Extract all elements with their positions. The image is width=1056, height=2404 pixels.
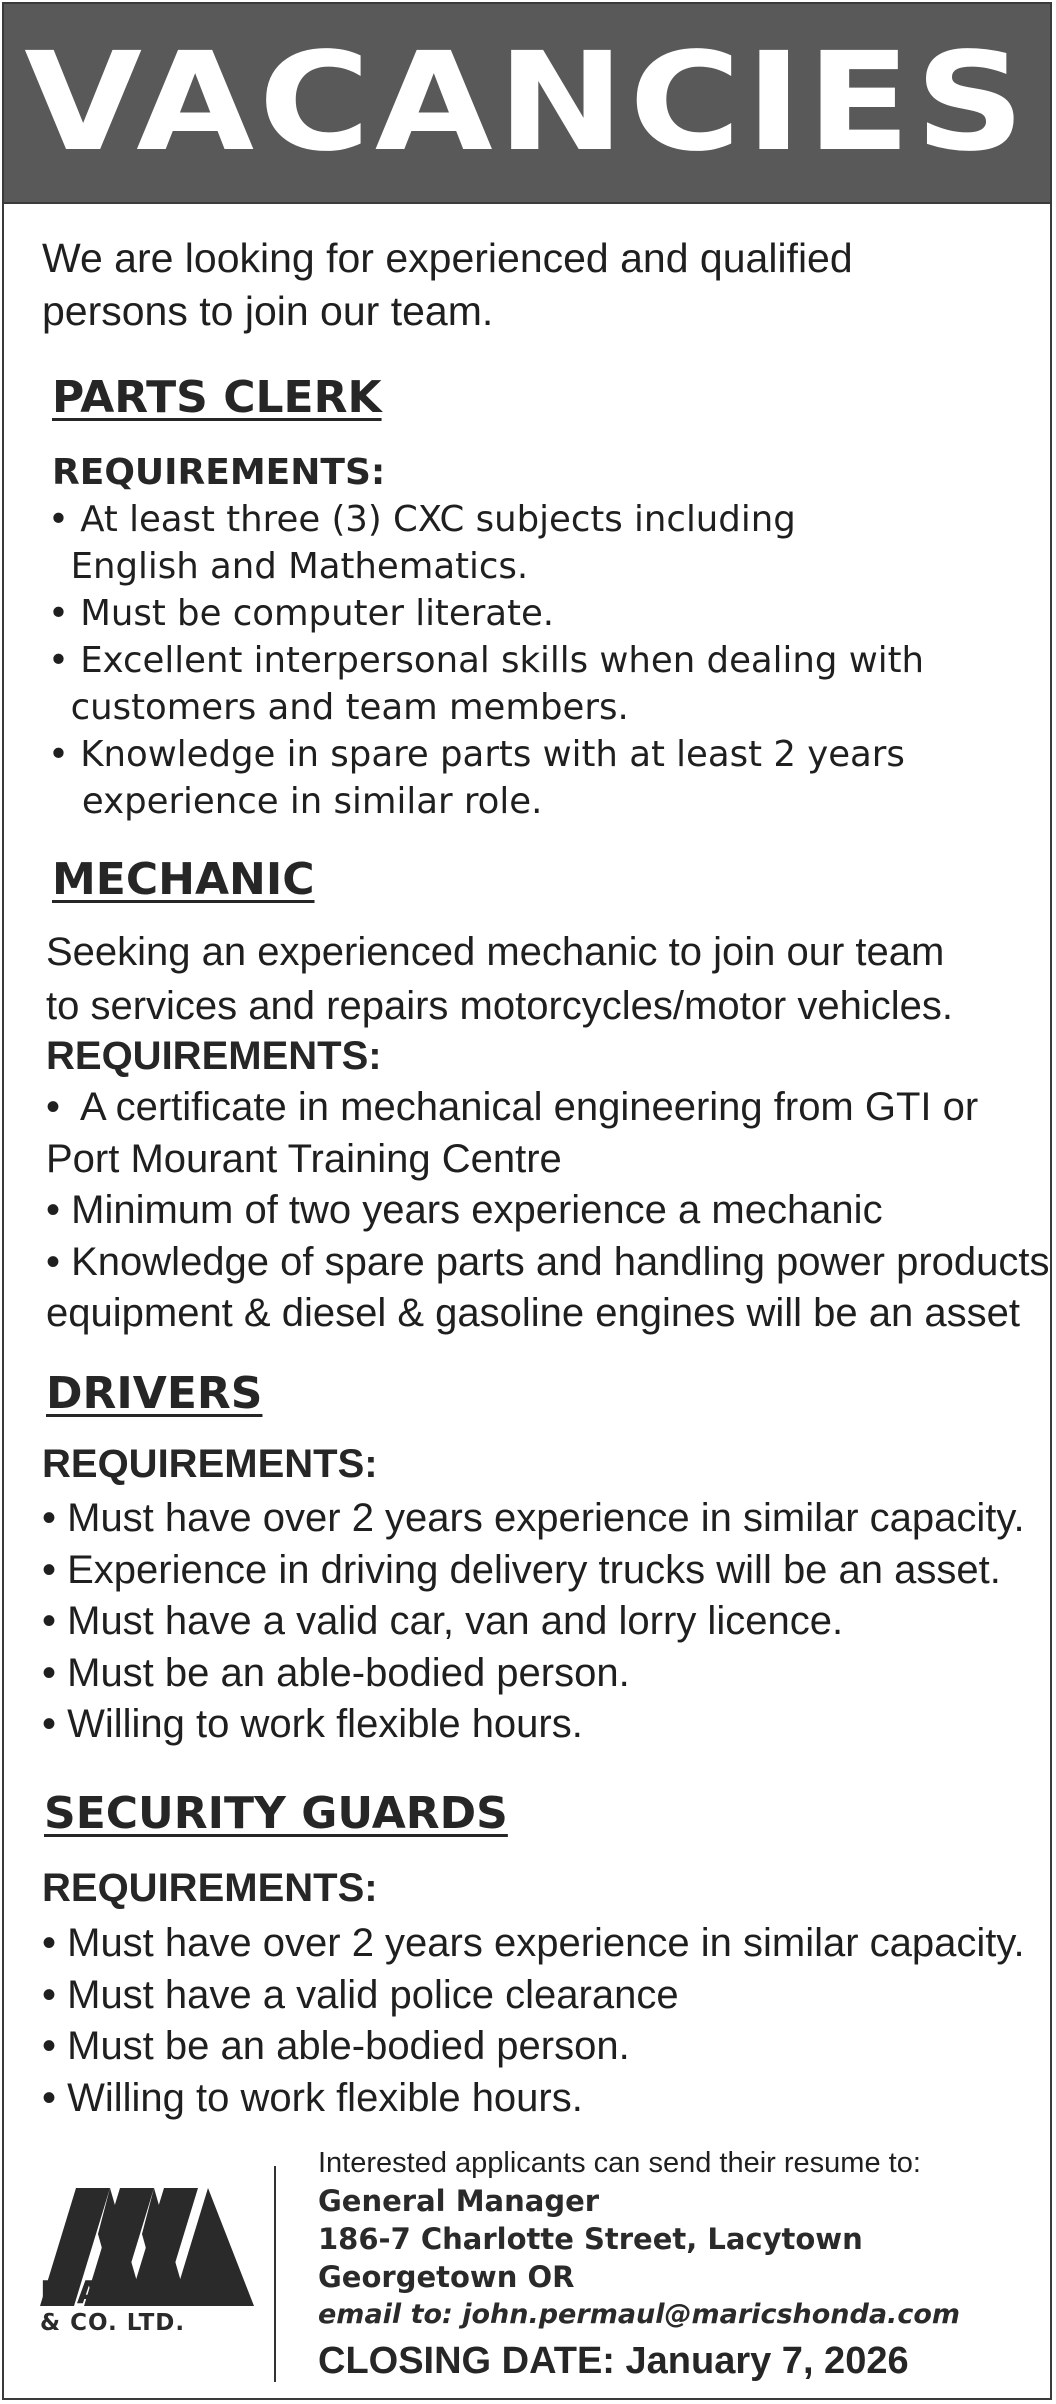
section-title-parts-clerk: PARTS CLERK (52, 372, 382, 423)
footer-divider (274, 2166, 276, 2382)
list-item: • Excellent interpersonal skills when dealing with customers and team members. (48, 640, 925, 728)
mechanic-lead-text: Seeking an experienced mechanic to join our team to services and repairs motorcycles/motor vehicles. (46, 930, 953, 1028)
list-item: • Must have over 2 years experience in similar capacity. (42, 1921, 1025, 1965)
list-item: • Must be an able-bodied person. (42, 2024, 630, 2068)
list-item: • Experience in driving delivery trucks will be an asset. (42, 1547, 1001, 1592)
contact-email[interactable]: email to: john.permaul@maricshonda.com (318, 2299, 961, 2330)
list-item: • At least three (3) CXC subjects including English and Mathematics. (48, 499, 796, 587)
list-item: • Minimum of two years experience a mechanic (46, 1188, 883, 1232)
company-name: MARICS (40, 2275, 212, 2311)
requirements-list-parts-clerk (48, 496, 924, 825)
list-item: • Must have over 2 years experience in similar capacity. (42, 1496, 1025, 1540)
contact-recipient: General Manager (318, 2184, 600, 2218)
page-title: VACANCIES (24, 24, 1030, 182)
contact-intro: Interested applicants can send their resume to: (318, 2147, 921, 2179)
section-title-security-guards: SECURITY GUARDS (44, 1788, 508, 1839)
intro-text: We are looking for experienced and qualified persons to join our team. (42, 235, 853, 334)
closing-date: CLOSING DATE: January 7, 2026 (318, 2340, 909, 2382)
requirements-list-security-guards (42, 1918, 1025, 2124)
list-item: • Must have a valid police clearance (42, 1972, 679, 2017)
company-suffix: & CO. LTD. (40, 2310, 186, 2336)
list-item: • Willing to work flexible hours. (42, 2075, 583, 2120)
list-item: • Willing to work flexible hours. (42, 1702, 583, 1746)
list-item: • Knowledge of spare parts and handling power products equipment & diesel & gasoline engines will be an asset (46, 1239, 1050, 1335)
contact-address-line-1: 186-7 Charlotte Street, Lacytown (318, 2222, 863, 2256)
list-item: • A certificate in mechanical engineering from GTI or Port Mourant Training Centre (46, 1085, 979, 1181)
requirements-label-security-guards: REQUIREMENTS: (42, 1866, 378, 1910)
company-logo-text (40, 2276, 254, 2336)
list-item: • Must be computer literate. (48, 593, 555, 634)
requirements-label-parts-clerk: REQUIREMENTS: (52, 452, 386, 493)
section-title-mechanic: MECHANIC (52, 854, 315, 905)
requirements-list-mechanic (46, 1082, 1050, 1340)
list-item: • Must have a valid car, van and lorry licence. (42, 1599, 844, 1643)
requirements-list-drivers (42, 1493, 1025, 1751)
contact-address-line-2: Georgetown OR (318, 2260, 575, 2294)
contact-block (318, 2144, 1038, 2386)
requirements-label-drivers: REQUIREMENTS: (42, 1442, 378, 1486)
requirements-label-mechanic: REQUIREMENTS: (46, 1034, 382, 1078)
section-title-drivers: DRIVERS (46, 1368, 263, 1419)
list-item: • Knowledge in spare parts with at least 2 years experience in similar role. (48, 734, 905, 822)
list-item: • Must be an able-bodied person. (42, 1650, 630, 1695)
header-banner (4, 4, 1050, 204)
